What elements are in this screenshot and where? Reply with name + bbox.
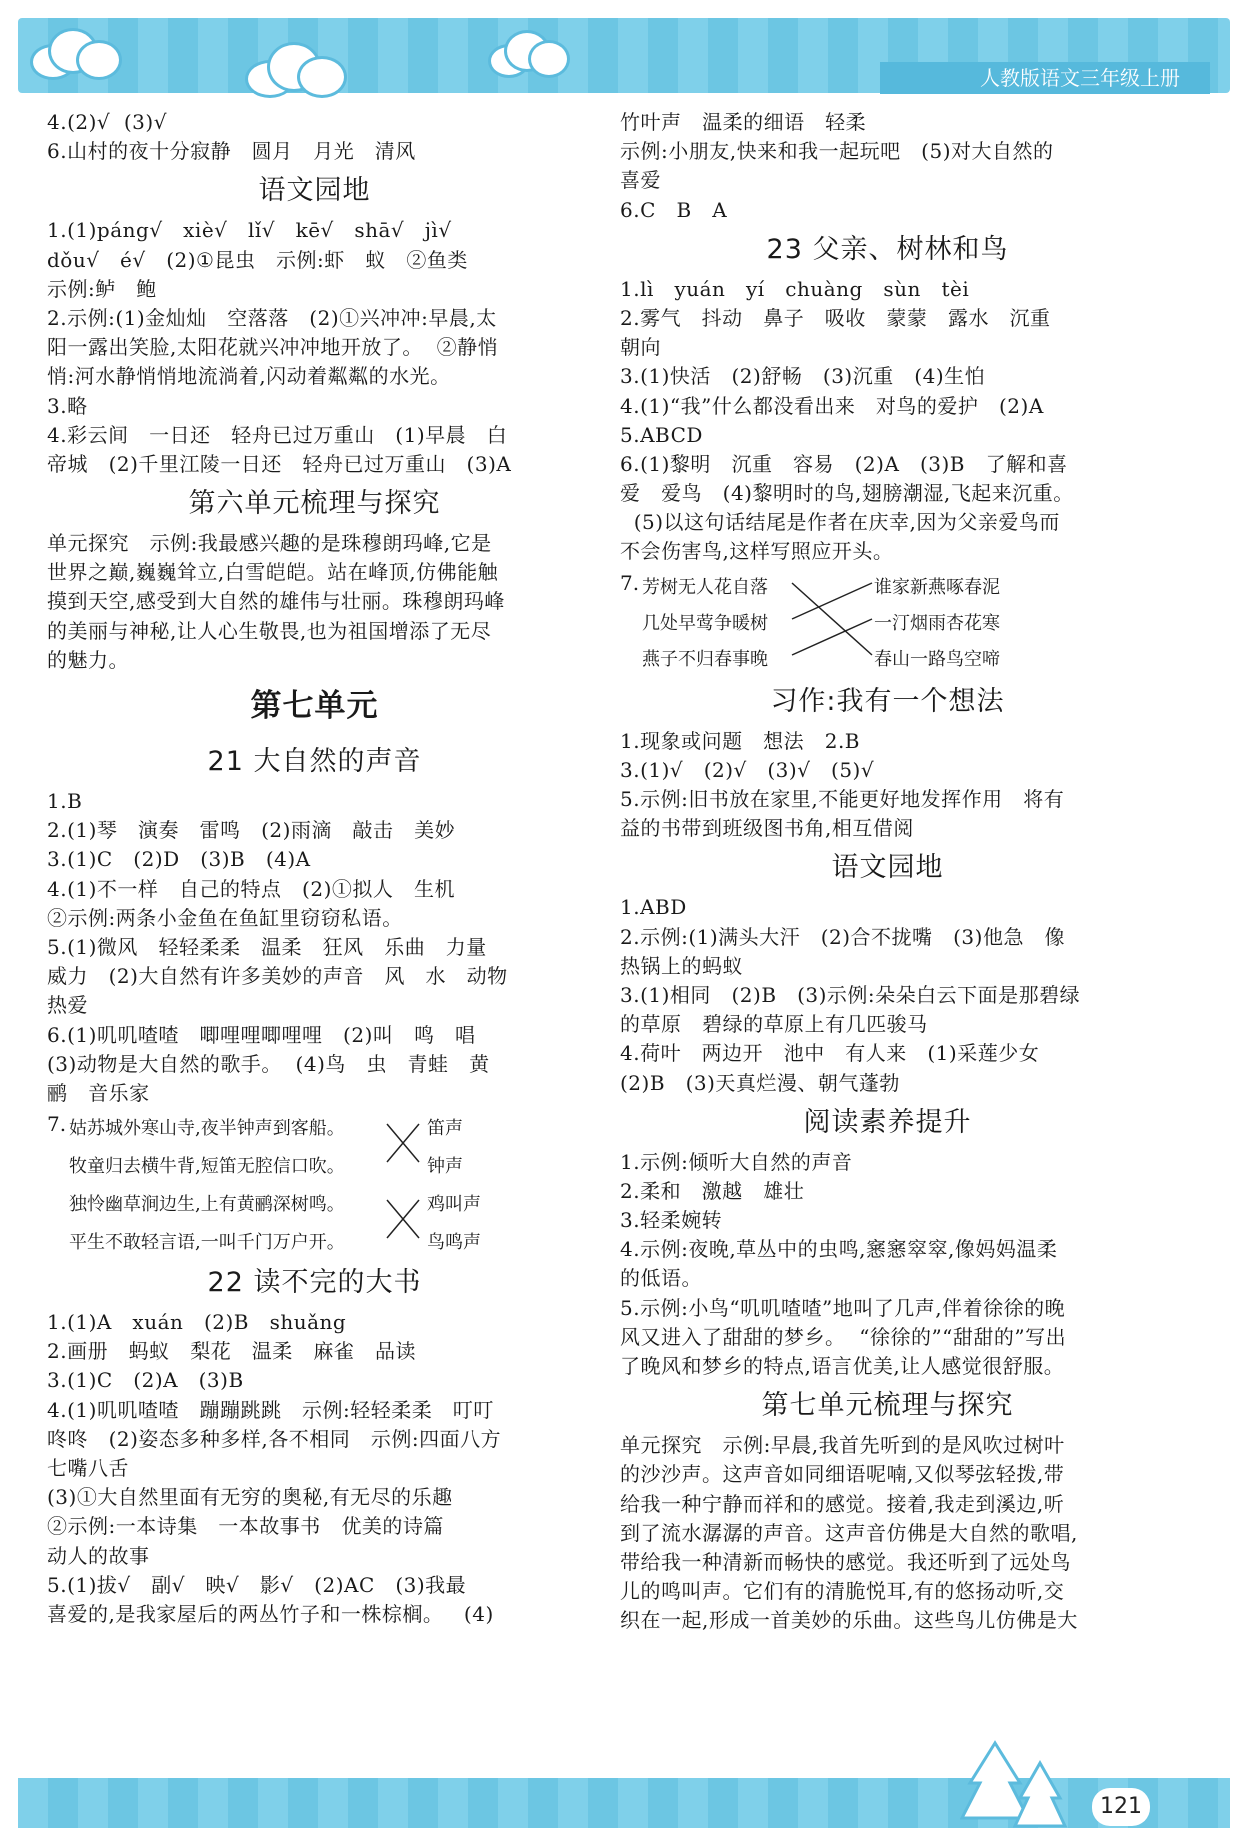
answer-line: 1.示例:倾听大自然的声音 (620, 1149, 853, 1174)
answer-line: ②示例:一本诗集 一本故事书 优美的诗篇 (47, 1514, 444, 1539)
answer-line: 1.ABD (620, 895, 687, 920)
answer-line: 4.(1)叽叽喳喳 蹦蹦跳跳 示例:轻轻柔柔 叮叮 (47, 1397, 494, 1422)
answer-line: 示例:小朋友,快来和我一起玩吧 (5)对大自然的 (620, 139, 1054, 164)
answer-block (620, 727, 1155, 844)
answer-line: 了晚风和梦乡的特点,语言优美,让人感觉很舒服。 (620, 1354, 1065, 1378)
answer-line: ②示例:两条小金鱼在鱼缸里窃窃私语。 (47, 905, 403, 930)
answer-line: 5.示例:旧书放在家里,不能更好地发挥作用 将有 (620, 787, 1065, 811)
answer-line: 的美丽与神秘,让人心生敬畏,也为祖国增添了无尽 (47, 618, 492, 643)
tree-icon (960, 1738, 1070, 1828)
lesson-heading: 22 读不完的大书 (207, 1267, 422, 1299)
section-heading: 语文园地 (831, 852, 944, 884)
answer-line: 4.(1)不一样 自己的特点 (2)①拟人 生机 (47, 876, 455, 901)
answer-line: 喜爱 (620, 168, 661, 193)
answer-line: 单元探究 示例:早晨,我首先听到的是风吹过树叶 (620, 1433, 1065, 1458)
answer-line: 动人的故事 (47, 1543, 150, 1568)
answer-block (620, 893, 1155, 1097)
answer-line: 6.山村的夜十分寂静 圆月 月光 清风 (47, 139, 416, 164)
answer-line: 5.ABCD (620, 422, 703, 447)
match-left: 燕子不归春事晚 (642, 648, 768, 670)
answer-line: 2.雾气 抖动 鼻子 吸收 蒙蒙 露水 沉重 (620, 305, 1051, 330)
answer-block (47, 216, 582, 479)
match-right: 鸟鸣声 (427, 1232, 481, 1254)
section-heading: 习作:我有一个想法 (770, 685, 1005, 717)
answer-line: 喜爱的,是我家屋后的两丛竹子和一株棕榈。 (4) (47, 1601, 494, 1626)
answer-line: 2.示例:(1)金灿灿 空落落 (2)①兴冲冲:早晨,太 (47, 305, 497, 330)
answer-line: 不会伤害鸟,这样写照应开头。 (620, 539, 894, 564)
answer-block (47, 1308, 582, 1629)
answer-line: 3.(1)C (2)D (3)B (4)A (47, 847, 311, 872)
match-right: 谁家新燕啄春泥 (874, 576, 1000, 598)
match-right: 一汀烟雨杏花寒 (874, 612, 1000, 634)
answer-line: dǒu√ é√ (2)①昆虫 示例:虾 蚁 ②鱼类 (47, 247, 468, 272)
answer-line: 6.(1)叽叽喳喳 唧哩哩唧哩哩 (2)叫 鸣 唱 (47, 1022, 476, 1047)
answer-line: 1.(1)páng√ xiè√ lǐ√ kē√ shā√ jì√ (47, 218, 452, 243)
answer-line: 阳一露出笑脸,太阳花就兴冲冲地开放了。 ②静悄 (47, 335, 499, 360)
match-right: 鸡叫声 (427, 1194, 481, 1216)
match-left: 几处早莺争暖树 (642, 612, 768, 634)
cloud-icon (488, 30, 568, 76)
answer-line: 热爱 (47, 993, 88, 1018)
answer-line: 织在一起,形成一首美妙的乐曲。这些鸟儿仿佛是大 (620, 1608, 1078, 1633)
answer-line: 儿的鸣叫声。它们有的清脆悦耳,有的悠扬动听,交 (620, 1579, 1065, 1604)
answer-line: 2.柔和 激越 雄壮 (620, 1178, 805, 1203)
answer-line: 世界之巅,巍巍耸立,白雪皑皑。站在峰顶,仿佛能触 (47, 560, 499, 585)
answer-line: 悄:河水静悄悄地流淌着,闪动着粼粼的水光。 (47, 364, 451, 389)
match-label: 7. (620, 570, 640, 595)
answer-line: 5.(1)微风 轻轻柔柔 温柔 狂风 乐曲 力量 (47, 934, 487, 959)
answer-line: 6.(1)黎明 沉重 容易 (2)A (3)B 了解和喜 (620, 451, 1068, 476)
section-heading: 第七单元梳理与探究 (761, 1390, 1014, 1422)
section-heading: 语文园地 (258, 175, 371, 207)
answer-line: 5.(1)拔√ 副√ 映√ 影√ (2)AC (3)我最 (47, 1572, 467, 1597)
matching-exercise (47, 1108, 582, 1258)
cloud-icon (30, 28, 120, 78)
match-lines (47, 1108, 582, 1258)
answer-line: 单元探究 示例:我最感兴趣的是珠穆朗玛峰,它是 (47, 531, 492, 556)
match-left: 牧童归去横牛背,短笛无腔信口吹。 (69, 1156, 345, 1178)
answer-line: 益的书带到班级图书角,相互借阅 (620, 816, 914, 841)
answer-line: 3.(1)√ (2)√ (3)√ (5)√ (620, 757, 875, 782)
right-column (620, 108, 1155, 1636)
answer-line: 帝城 (2)千里江陵一日还 轻舟已过万重山 (3)A (47, 451, 512, 476)
answer-line: 七嘴八舌 (47, 1456, 129, 1480)
match-right: 钟声 (427, 1156, 463, 1178)
match-left: 平生不敢轻言语,一叫千门万户开。 (69, 1232, 345, 1254)
answer-line: 到了流水潺潺的声音。这声音仿佛是大自然的歌唱, (620, 1520, 1078, 1545)
answer-line: 1.现象或问题 想法 2.B (620, 728, 861, 753)
answer-line: 3.略 (47, 393, 88, 418)
answer-block (620, 1148, 1155, 1382)
matching-exercise (620, 567, 1155, 677)
header-title: 人教版语文三年级上册 (980, 66, 1180, 90)
lesson-heading: 21 大自然的声音 (207, 746, 422, 777)
cloud-icon (245, 42, 345, 96)
answer-line: 3.(1)相同 (2)B (3)示例:朵朵白云下面是那碧绿 (620, 982, 1081, 1007)
answer-line: 2.示例:(1)满头大汗 (2)合不拢嘴 (3)他急 像 (620, 924, 1066, 949)
answer-line: 2.(1)琴 演奏 雷鸣 (2)雨滴 敲击 美妙 (47, 818, 456, 843)
page-number: 121 (1092, 1788, 1150, 1826)
match-label: 7. (47, 1112, 67, 1137)
answer-line: 的沙沙声。这声音如同细语呢喃,又似琴弦轻拨,带 (620, 1462, 1065, 1487)
answer-line: 1.(1)A xuán (2)B shuǎng (47, 1310, 347, 1335)
answer-line: 的魅力。 (47, 647, 129, 672)
answer-line: 带给我一种清新而畅快的感觉。我还听到了远处鸟 (620, 1549, 1071, 1574)
match-left: 姑苏城外寒山寺,夜半钟声到客船。 (69, 1118, 345, 1140)
match-left: 芳树无人花自落 (642, 576, 768, 598)
left-column (47, 108, 582, 1629)
answer-line: 摸到天空,感受到大自然的雄伟与壮丽。珠穆朗玛峰 (47, 589, 505, 614)
answer-line: 朝向 (620, 335, 661, 360)
answer-block (47, 108, 582, 166)
answer-line: (3)动物是大自然的歌手。 (4)鸟 虫 青蛙 黄 (47, 1051, 490, 1076)
answer-line: 5.示例:小鸟“叽叽喳喳”地叫了几声,伴着徐徐的晚 (620, 1295, 1066, 1320)
answer-line: 竹叶声 温柔的细语 轻柔 (620, 110, 867, 134)
answer-block (47, 529, 582, 675)
answer-line: 1.lì yuán yí chuàng sùn tèi (620, 276, 970, 301)
answer-line: 4.(2)√ (3)√ (47, 110, 167, 134)
match-right: 笛声 (427, 1118, 463, 1140)
answer-line: 风又进入了甜甜的梦乡。 “徐徐的”“甜甜的”写出 (620, 1324, 1067, 1349)
answer-line: 给我一种宁静而祥和的感觉。接着,我走到溪边,听 (620, 1491, 1065, 1516)
answer-block (47, 787, 582, 1108)
answer-block (620, 1431, 1155, 1635)
answer-line: 3.轻柔婉转 (620, 1208, 723, 1233)
answer-line: 鹂 音乐家 (47, 1080, 150, 1105)
section-heading: 阅读素养提升 (803, 1106, 972, 1138)
answer-line: 4.彩云间 一日还 轻舟已过万重山 (1)早晨 白 (47, 422, 508, 447)
answer-line: (5)以这句话结尾是作者在庆幸,因为父亲爱鸟而 (620, 510, 1060, 535)
answer-line: 的低语。 (620, 1266, 702, 1291)
match-lines (620, 567, 1155, 677)
answer-line: 4.荷叶 两边开 池中 有人来 (1)采莲少女 (620, 1041, 1040, 1066)
answer-line: 6.C B A (620, 197, 728, 222)
answer-line: 热锅上的蚂蚁 (620, 953, 743, 978)
answer-line: 示例:鲈 鲍 (47, 276, 157, 301)
answer-line: 4.(1)“我”什么都没看出来 对鸟的爱护 (2)A (620, 393, 1044, 418)
answer-block (620, 275, 1155, 567)
section-heading: 第六单元梳理与探究 (188, 488, 441, 520)
answer-line: 的草原 碧绿的草原上有几匹骏马 (620, 1012, 928, 1037)
unit-heading: 第七单元 (250, 688, 379, 724)
answer-line: (2)B (3)天真烂漫、朝气蓬勃 (620, 1070, 900, 1095)
answer-line: (3)①大自然里面有无穷的奥秘,有无尽的乐趣 (47, 1485, 453, 1510)
answer-line: 1.B (47, 789, 83, 813)
answer-line: 咚咚 (2)姿态多种多样,各不相同 示例:四面八方 (47, 1426, 502, 1451)
answer-line: 4.示例:夜晚,草丛中的虫鸣,窸窸窣窣,像妈妈温柔 (620, 1237, 1058, 1262)
lesson-heading: 23 父亲、树林和鸟 (766, 233, 1009, 265)
answer-line: 爱 爱鸟 (4)黎明时的鸟,翅膀潮湿,飞起来沉重。 (620, 481, 1074, 506)
answer-line: 3.(1)快活 (2)舒畅 (3)沉重 (4)生怕 (620, 364, 986, 389)
match-right: 春山一路鸟空啼 (874, 648, 1000, 670)
answer-block (620, 108, 1155, 225)
match-left: 独怜幽草涧边生,上有黄鹂深树鸣。 (69, 1194, 345, 1216)
answer-line: 威力 (2)大自然有许多美妙的声音 风 水 动物 (47, 964, 508, 989)
answer-line: 2.画册 蚂蚁 梨花 温柔 麻雀 品读 (47, 1339, 416, 1364)
answer-line: 3.(1)C (2)A (3)B (47, 1368, 244, 1393)
